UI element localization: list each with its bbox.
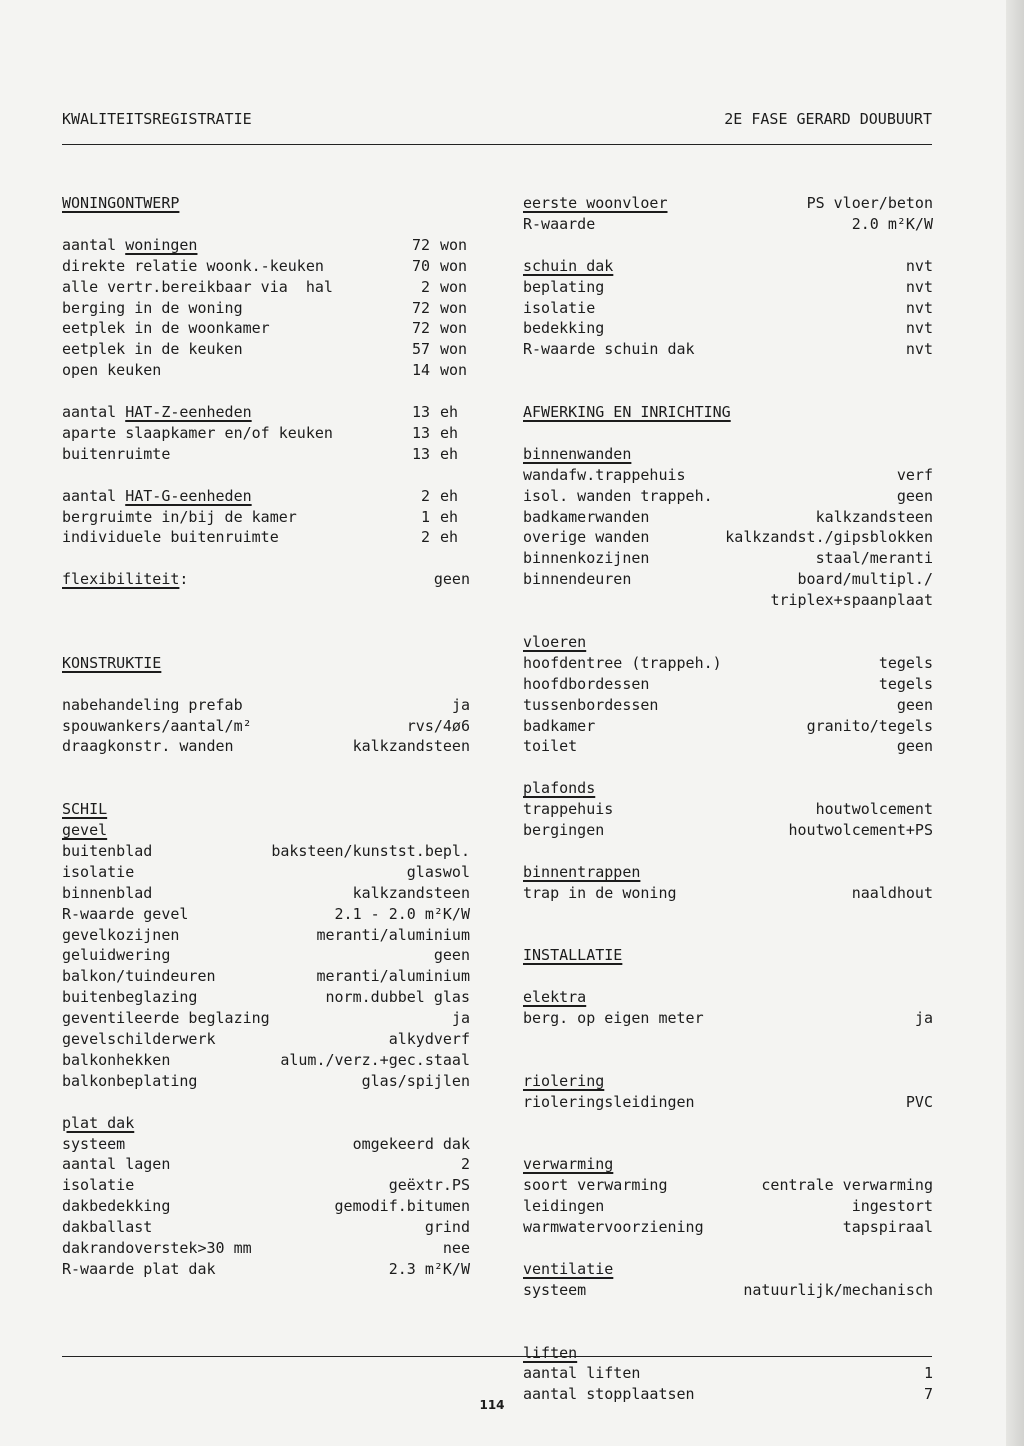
row-value: naaldhout	[851, 883, 933, 902]
row-label: gevelkozijnen	[62, 925, 180, 944]
row-count: 13	[411, 403, 430, 421]
row-count: 57	[411, 340, 430, 359]
row-label: aparte slaapkamer en/of keuken	[62, 423, 333, 442]
text-line	[62, 256, 472, 277]
text-line	[523, 339, 933, 360]
row-label: trappehuis	[523, 800, 614, 819]
text-line	[62, 1259, 472, 1280]
text-line	[523, 1196, 933, 1217]
row-label: beplating	[523, 277, 605, 296]
section-heading: SCHIL	[62, 800, 108, 819]
section-heading: plafonds	[523, 779, 596, 798]
text-line	[523, 632, 933, 653]
row-value: tegels	[878, 653, 933, 672]
row-unit: won	[440, 235, 468, 254]
text-line	[523, 1238, 933, 1259]
text-line	[523, 778, 933, 799]
row-label-underlined: schuin dak	[523, 256, 614, 275]
row-value: meranti/aluminium	[316, 925, 470, 944]
row-label: geluidwering	[62, 946, 171, 965]
row-value: kalkzandst./gipsblokken	[725, 528, 933, 547]
text-line	[62, 527, 472, 548]
row-label: R-waarde plat dak	[62, 1259, 216, 1278]
text-line	[523, 1134, 933, 1155]
text-line	[62, 423, 472, 444]
row-label-underlined: eerste woonvloer	[523, 194, 668, 212]
row-count: 14	[411, 361, 430, 380]
text-line	[62, 1134, 472, 1155]
row-unit: eh	[440, 423, 459, 442]
row-value: triplex+spaanplaat	[770, 591, 933, 610]
row-value: norm.dubbel glas	[325, 988, 470, 1007]
row-unit: geen	[433, 570, 470, 589]
text-line	[62, 1196, 472, 1217]
row-label	[62, 486, 252, 507]
section-heading: ventilatie	[523, 1259, 614, 1278]
row-value: grind	[424, 1218, 470, 1237]
page-edge-shadow	[1006, 0, 1024, 1446]
row-value: geen	[896, 486, 933, 505]
row-label: rioleringsleidingen	[523, 1092, 695, 1111]
section-heading: elektra	[523, 988, 587, 1007]
row-value: granito/tegels	[806, 716, 933, 735]
row-count: 2	[420, 528, 430, 547]
row-count: 1	[420, 507, 430, 526]
section-heading: binnentrappen	[523, 862, 641, 881]
text-line	[62, 883, 472, 904]
text-line	[523, 862, 933, 883]
section-heading: plat dak	[62, 1113, 135, 1132]
row-label: berging in de woning	[62, 298, 243, 317]
left-column	[62, 193, 472, 1333]
row-value: tapspiraal	[842, 1218, 933, 1237]
row-value: rvs/4ø6	[406, 716, 470, 735]
row-value: geëxtr.PS	[388, 1176, 470, 1195]
row-label-underlined: flexibiliteit	[62, 570, 180, 589]
row-value: staal/meranti	[815, 549, 933, 568]
row-label	[62, 569, 188, 590]
row-label: dakrandoverstek>30 mm	[62, 1239, 252, 1257]
row-unit: eh	[440, 486, 459, 505]
row-value: glas/spijlen	[361, 1071, 470, 1090]
text-line	[62, 632, 472, 653]
row-value: 2.1 - 2.0 m²K/W	[334, 904, 470, 923]
row-unit: won	[440, 340, 468, 359]
text-line	[62, 799, 472, 820]
row-label: overige wanden	[523, 528, 650, 547]
text-line	[62, 966, 472, 987]
text-line	[523, 1363, 933, 1384]
row-label: R-waarde schuin dak	[523, 340, 695, 359]
text-line	[523, 883, 933, 904]
text-line	[62, 193, 472, 214]
row-value: nvt	[905, 298, 933, 317]
row-count: 2	[420, 486, 430, 505]
text-line	[62, 1008, 472, 1029]
text-line	[62, 339, 472, 360]
row-unit: won	[440, 256, 468, 275]
text-line	[523, 193, 933, 214]
row-unit: won	[440, 298, 468, 317]
text-line	[62, 507, 472, 528]
row-count: 72	[411, 235, 430, 254]
row-value: PVC	[905, 1092, 933, 1111]
row-label: geventileerde beglazing	[62, 1009, 270, 1028]
row-value: nee	[442, 1239, 470, 1257]
row-value: nvt	[905, 340, 933, 359]
row-label: badkamerwanden	[523, 507, 650, 526]
text-line	[523, 569, 933, 590]
text-line	[62, 674, 472, 695]
row-count: 70	[411, 256, 430, 275]
row-value: kalkzandsteen	[815, 507, 933, 526]
row-label: trap in de woning	[523, 883, 677, 902]
row-value: ingestort	[851, 1197, 933, 1216]
row-value: 2	[460, 1155, 470, 1174]
text-line	[523, 360, 933, 381]
text-line	[523, 1280, 933, 1301]
text-line	[523, 1113, 933, 1134]
text-line	[62, 987, 472, 1008]
row-label: balkon/tuindeuren	[62, 967, 216, 986]
row-value: alkydverf	[388, 1030, 470, 1048]
text-line	[62, 611, 472, 632]
text-line	[62, 1092, 472, 1113]
row-label: buitenbeglazing	[62, 988, 198, 1007]
row-label: open keuken	[62, 361, 162, 380]
row-unit: won	[440, 277, 468, 296]
text-line	[523, 465, 933, 486]
text-line	[523, 486, 933, 507]
text-line	[62, 904, 472, 925]
row-value: board/multipl./	[797, 570, 933, 589]
row-label: individuele buitenruimte	[62, 528, 279, 547]
text-line	[523, 277, 933, 298]
row-label: buitenruimte	[62, 444, 171, 463]
text-line	[62, 757, 472, 778]
text-line	[62, 402, 472, 423]
row-value: omgekeerd dak	[352, 1134, 470, 1153]
text-line	[523, 925, 933, 946]
text-line	[62, 214, 472, 235]
text-line	[62, 862, 472, 883]
text-line	[62, 653, 472, 674]
row-unit: eh	[440, 507, 459, 526]
row-label-prefix: aantal	[62, 403, 126, 421]
row-label: binnendeuren	[523, 570, 632, 589]
row-label: gevelschilderwerk	[62, 1030, 216, 1048]
row-label: nabehandeling prefab	[62, 695, 243, 714]
row-label: isolatie	[62, 1176, 135, 1195]
row-value: PS vloer/beton	[806, 194, 933, 212]
text-line	[523, 423, 933, 444]
row-value: houtwolcement	[815, 800, 933, 819]
text-line	[523, 1175, 933, 1196]
row-label: toilet	[523, 737, 578, 756]
text-line	[523, 1259, 933, 1280]
row-value: verf	[896, 465, 933, 484]
row-label: hoofdentree (trappeh.)	[523, 653, 722, 672]
text-line	[62, 444, 472, 465]
row-label: R-waarde gevel	[62, 904, 189, 923]
text-line	[523, 904, 933, 925]
row-label: wandafw.trappehuis	[523, 465, 686, 484]
row-value: 7	[923, 1385, 933, 1404]
row-count: 2	[420, 277, 430, 296]
text-line	[62, 841, 472, 862]
text-line	[62, 569, 472, 590]
row-label	[62, 235, 197, 256]
text-line	[523, 945, 933, 966]
row-value: centrale verwarming	[761, 1176, 933, 1195]
row-label: hoofdbordessen	[523, 674, 650, 693]
text-line	[62, 277, 472, 298]
row-label: binnenblad	[62, 883, 153, 902]
text-line	[523, 987, 933, 1008]
text-line	[523, 1029, 933, 1050]
row-unit: eh	[440, 444, 459, 463]
text-line	[523, 1092, 933, 1113]
row-label: balkonbeplating	[62, 1071, 198, 1090]
section-heading: AFWERKING EN INRICHTING	[523, 403, 731, 421]
row-label: badkamer	[523, 716, 596, 735]
row-value: nvt	[905, 319, 933, 338]
header-right: 2E FASE GERARD DOUBUURT	[724, 110, 932, 128]
page-number: 114	[479, 1398, 505, 1412]
text-line	[523, 1322, 933, 1343]
text-line	[62, 590, 472, 611]
text-line	[62, 381, 472, 402]
text-line	[523, 402, 933, 423]
text-line	[62, 778, 472, 799]
section-heading: INSTALLATIE	[523, 946, 623, 965]
row-unit: won	[440, 319, 468, 338]
section-heading: gevel	[62, 821, 108, 839]
row-label: eetplek in de woonkamer	[62, 319, 270, 338]
section-heading: WONINGONTWERP	[62, 194, 180, 212]
text-line	[523, 966, 933, 987]
row-label	[523, 256, 613, 277]
row-value: meranti/aluminium	[316, 967, 470, 986]
footer-rule	[62, 1356, 932, 1357]
text-line	[62, 486, 472, 507]
text-line	[62, 820, 472, 841]
text-line	[62, 465, 472, 486]
text-line	[523, 820, 933, 841]
row-label: dakbedekking	[62, 1197, 171, 1216]
text-line	[523, 214, 933, 235]
section-heading: binnenwanden	[523, 444, 632, 463]
text-line	[523, 757, 933, 778]
text-line	[523, 507, 933, 528]
text-line	[523, 841, 933, 862]
text-line	[62, 1113, 472, 1134]
row-label: leidingen	[523, 1197, 605, 1216]
text-line	[523, 1071, 933, 1092]
text-line	[62, 318, 472, 339]
row-label: R-waarde	[523, 214, 596, 233]
row-label: aantal stopplaatsen	[523, 1385, 695, 1404]
row-count: 13	[411, 444, 430, 463]
row-label: isol. wanden trappeh.	[523, 486, 713, 505]
row-label: aantal liften	[523, 1364, 641, 1383]
text-line	[62, 716, 472, 737]
row-label: alle vertr.bereikbaar via hal	[62, 277, 333, 296]
row-value: alum./verz.+gec.staal	[280, 1050, 470, 1069]
text-line	[523, 548, 933, 569]
row-label: warmwatervoorziening	[523, 1218, 704, 1237]
text-line	[523, 256, 933, 277]
row-value: kalkzandsteen	[352, 883, 470, 902]
row-label-underlined: woningen	[125, 235, 198, 254]
text-line	[523, 318, 933, 339]
text-line	[523, 611, 933, 632]
row-label	[523, 193, 668, 214]
text-line	[62, 1238, 472, 1259]
row-label: balkonhekken	[62, 1050, 171, 1069]
row-label: soort verwarming	[523, 1176, 668, 1195]
row-label: buitenblad	[62, 841, 153, 860]
text-line	[62, 945, 472, 966]
row-value: natuurlijk/mechanisch	[743, 1280, 933, 1299]
row-label: systeem	[62, 1134, 126, 1153]
text-line	[523, 1384, 933, 1405]
header-rule	[62, 144, 932, 145]
text-line	[62, 1217, 472, 1238]
text-line	[62, 1175, 472, 1196]
text-line	[62, 925, 472, 946]
row-label: berg. op eigen meter	[523, 1009, 704, 1028]
section-heading: liften	[523, 1343, 578, 1362]
text-line	[523, 716, 933, 737]
text-line	[62, 695, 472, 716]
row-count: 72	[411, 298, 430, 317]
row-label: spouwankers/aantal/m²	[62, 716, 252, 735]
right-column	[523, 193, 933, 1404]
row-label: bedekking	[523, 319, 605, 338]
row-label: tussenbordessen	[523, 695, 659, 714]
row-label: isolatie	[62, 862, 135, 881]
row-label: bergingen	[523, 821, 605, 839]
row-label: isolatie	[523, 298, 596, 317]
text-line	[62, 298, 472, 319]
text-line	[62, 1029, 472, 1050]
row-count: 72	[411, 319, 430, 338]
text-line	[523, 298, 933, 319]
row-label: aantal lagen	[62, 1155, 171, 1174]
text-line	[523, 799, 933, 820]
row-value: houtwolcement+PS	[788, 821, 933, 839]
text-line	[523, 444, 933, 465]
row-label	[62, 402, 252, 423]
row-value: 1	[923, 1364, 933, 1383]
text-line	[62, 736, 472, 757]
text-line	[62, 1050, 472, 1071]
text-line	[62, 548, 472, 569]
row-label: systeem	[523, 1280, 587, 1299]
text-line	[523, 653, 933, 674]
section-heading: KONSTRUKTIE	[62, 653, 162, 672]
row-label-underlined: HAT-Z-eenheden	[125, 403, 252, 421]
row-label: direkte relatie woonk.-keuken	[62, 256, 324, 275]
row-value: nvt	[905, 277, 933, 296]
row-count: 13	[411, 423, 430, 442]
header-left: KWALITEITSREGISTRATIE	[62, 110, 252, 128]
text-line	[523, 1050, 933, 1071]
row-value: baksteen/kunstst.bepl.	[271, 841, 470, 860]
row-value: tegels	[878, 674, 933, 693]
text-line	[523, 674, 933, 695]
text-line	[523, 235, 933, 256]
text-line	[523, 1343, 933, 1364]
row-label-prefix: aantal	[62, 486, 126, 505]
row-label: bergruimte in/bij de kamer	[62, 507, 297, 526]
row-value: kalkzandsteen	[352, 737, 470, 756]
text-line	[62, 1071, 472, 1092]
row-unit: eh	[440, 403, 459, 421]
row-value: geen	[433, 946, 470, 965]
text-line	[523, 736, 933, 757]
row-value: geen	[896, 737, 933, 756]
row-label: binnenkozijnen	[523, 549, 650, 568]
text-line	[62, 235, 472, 256]
text-line	[523, 1217, 933, 1238]
text-line	[523, 381, 933, 402]
text-line	[523, 1301, 933, 1322]
row-value: ja	[451, 1009, 470, 1028]
row-label-prefix: aantal	[62, 235, 126, 254]
row-value: nvt	[905, 256, 933, 275]
row-value: 2.3 m²K/W	[388, 1259, 470, 1278]
text-line	[523, 590, 933, 611]
text-line	[523, 1154, 933, 1175]
section-heading: vloeren	[523, 632, 587, 651]
row-value: glaswol	[406, 862, 470, 881]
row-value: ja	[451, 695, 470, 714]
text-line	[62, 360, 472, 381]
text-line	[523, 527, 933, 548]
text-line	[523, 695, 933, 716]
row-label: dakballast	[62, 1218, 153, 1237]
section-heading: riolering	[523, 1071, 605, 1090]
text-line	[62, 1154, 472, 1175]
row-label: eetplek in de keuken	[62, 340, 243, 359]
row-label-underlined: HAT-G-eenheden	[125, 486, 252, 505]
row-label: draagkonstr. wanden	[62, 737, 234, 756]
row-value: gemodif.bitumen	[334, 1197, 470, 1216]
row-label-suffix: :	[179, 570, 189, 589]
row-value: geen	[896, 695, 933, 714]
row-value: 2.0 m²K/W	[851, 214, 933, 233]
row-unit: eh	[440, 528, 459, 547]
text-line	[523, 1008, 933, 1029]
row-value: ja	[914, 1009, 933, 1028]
section-heading: verwarming	[523, 1155, 614, 1174]
row-unit: won	[440, 361, 468, 380]
